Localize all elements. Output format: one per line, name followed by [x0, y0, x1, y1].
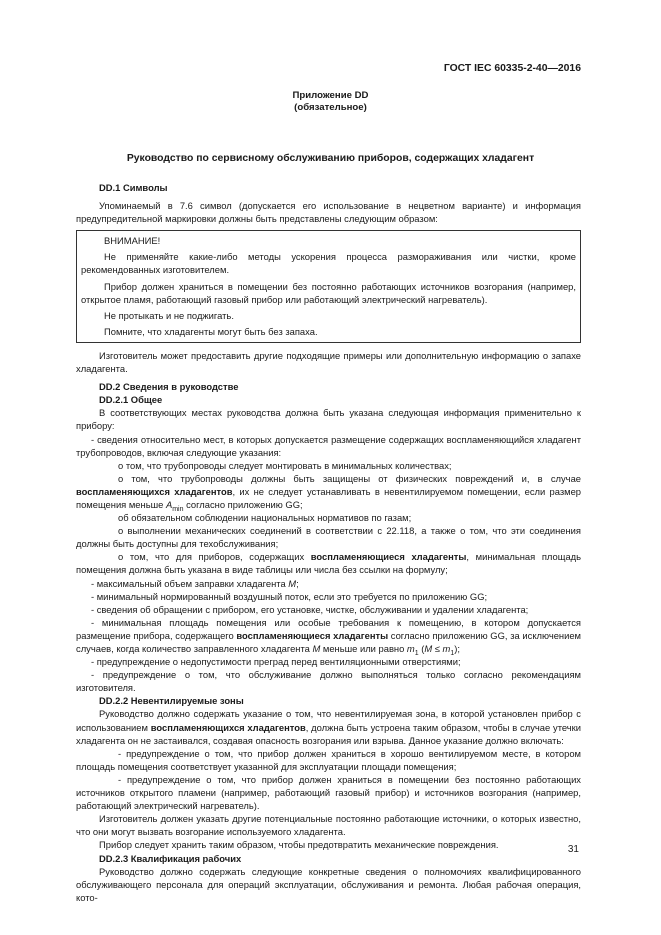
text: , минимальная площадь помещения должна быть указана в виде таблицы или числа без ссылки на формулу; — [76, 551, 582, 576]
text: о том, что трубопроводы должны быть защищены от физических повреждений и, в случае — [118, 472, 581, 484]
section-dd2-heading: DD.2 Сведения в руководстве — [99, 381, 239, 393]
appendix-status: (обязательное) — [294, 102, 367, 113]
standard-code: ГОСТ IEC 60335-2-40—2016 — [443, 63, 581, 74]
text: о том, что для приборов, содержащих — [118, 551, 311, 563]
list-item: - предупреждение о том, что прибор должен храниться в хорошо вентилируемом месте, в котором площадь помещения соответствует указанной для эксплуатации площади помещения; — [76, 747, 581, 772]
warning-line: Не протыкать и не поджигать. — [104, 309, 234, 321]
bold-term: воспламеняющихся хладагентов — [76, 485, 233, 497]
list-item — [76, 577, 581, 590]
math-symbol: M — [424, 643, 433, 654]
paragraph: Прибор следует хранить таким образом, чтобы предотвратить механические повреждения. — [99, 839, 499, 851]
section-dd23-heading: DD.2.3 Квалификация рабочих — [99, 852, 242, 864]
math-subscript: 1 — [414, 649, 419, 657]
math-symbol: M — [288, 577, 297, 589]
warning-line: Не применяйте какие-либо методы ускорения процесса размораживания или чистки, кроме рекомендованных изготовителем. — [81, 251, 576, 276]
text: ; — [296, 577, 299, 589]
math-symbol: m — [442, 643, 451, 654]
text: согласно приложению GG, за исключением случаев, когда количество заправленного хладагента — [76, 629, 582, 654]
paragraph: Руководство должно содержать следующие конкретные сведения о полномочиях квалифицированного обслуживающего персонала для операций эксплуатации, обслуживания и ремонта. Любая рабочая операция, кото- — [76, 865, 581, 903]
section-dd22-heading: DD.2.2 Невентилируемые зоны — [99, 695, 244, 707]
text: , их не следует устанавливать в невентилируемом помещении, если размер помещения меньше — [76, 485, 582, 510]
list-subitem: о выполнении механических соединений в соответствии с 22.118, а также о том, что эти соединения должны быть доступны для техобслуживания; — [76, 525, 581, 550]
section-dd1-after: Изготовитель может предоставить другие подходящие примеры или дополнительную информацию о запахе хладагента. — [76, 349, 581, 375]
math-symbol: A — [165, 498, 173, 510]
section-dd21-intro: В соответствующих местах руководства должна быть указана следующая информация применительно к прибору: — [76, 407, 581, 432]
warning-line: Прибор должен храниться в помещении без постоянно работающих источников возгорания (например, открытое пламя, работающий газовый прибор или работающий электрический нагреватель). — [81, 280, 576, 305]
math-subscript: min — [172, 505, 184, 513]
page-number: 31 — [567, 844, 579, 855]
list-item — [76, 616, 581, 655]
text: Руководство должно содержать указание о том, что невентилируемая зона, в которой установлен прибор с использованием — [76, 708, 581, 733]
list-item: - предупреждение о недопустимости преград перед вентиляционными отверстиями; — [91, 656, 461, 668]
document-body — [76, 181, 581, 904]
text: меньше или равно — [320, 643, 407, 654]
list-item: - сведения об обращении с прибором, его установке, чистке, обслуживании и удалении хладагента; — [91, 603, 529, 615]
paragraph: Изготовитель должен указать другие потенциальные постоянно работающие источники, о которых известно, что они могут вызвать возгорание используемого хладагента. — [76, 813, 581, 838]
math-symbol: m — [406, 643, 415, 654]
math-symbol: M — [312, 643, 321, 654]
list-item: - предупреждение о том, что обслуживание должно выполняться только согласно рекомендациям изготовителя. — [76, 669, 581, 694]
warning-box — [76, 230, 581, 343]
document-title: Руководство по сервисному обслуживанию приборов, содержащих хладагент — [126, 153, 535, 164]
paragraph — [76, 707, 581, 746]
text: - максимальный объем заправки хладагента — [91, 577, 289, 589]
text: согласно приложению GG; — [183, 498, 303, 510]
text: - минимальная площадь помещения или особые требования к помещению, в котором допускается размещение прибора, содержащего — [76, 616, 581, 641]
appendix-heading — [0, 90, 661, 114]
text: ( — [418, 643, 425, 654]
text: , должна быть устроена таким образом, чтобы в случае утечки хладагента он не застаивался, создавая опасность возгорания или взрыва. Данное указание должно включать: — [76, 721, 582, 746]
list-subitem — [76, 550, 581, 576]
appendix-title: Приложение DD — [292, 90, 369, 101]
section-dd1-intro: Упоминаемый в 7.6 символ (допускается его использование в нецветном варианте) и информация предупредительной маркировки должны быть представлены следующим образом: — [76, 200, 581, 225]
list-subitem: о том, что трубопроводы следует монтировать в минимальных количествах; — [118, 459, 452, 471]
warning-line: Помните, что хладагенты могут быть без запаха. — [104, 325, 318, 337]
math-subscript: 1 — [450, 649, 455, 657]
list-item: - предупреждение о том, что прибор должен храниться в помещении без постоянно работающих источников открытого пламени (например, работающий газовый прибор) и источников возгорания (например, работающий электрический нагреватель). — [76, 773, 581, 812]
list-subitem: об обязательном соблюдении национальных нормативов по газам; — [118, 512, 412, 524]
text: ≤ — [432, 643, 443, 654]
section-dd21-heading: DD.2.1 Общее — [99, 394, 163, 406]
list-item: - сведения относительно мест, в которых допускается размещение содержащих воспламеняющийся хладагент трубопроводов, включая следующие указания: — [76, 433, 581, 458]
text: ); — [454, 643, 460, 654]
list-subitem — [76, 472, 581, 511]
bold-term: воспламеняющиеся хладагенты — [310, 551, 467, 563]
bold-term: воспламеняющихся хладагентов — [150, 721, 306, 733]
warning-title: ВНИМАНИЕ! — [104, 235, 161, 247]
list-item: - минимальный нормированный воздушный поток, если это требуется по приложению GG; — [91, 590, 488, 602]
section-dd1-heading: DD.1 Символы — [99, 182, 168, 193]
bold-term: воспламеняющиеся хладагенты — [236, 629, 389, 641]
